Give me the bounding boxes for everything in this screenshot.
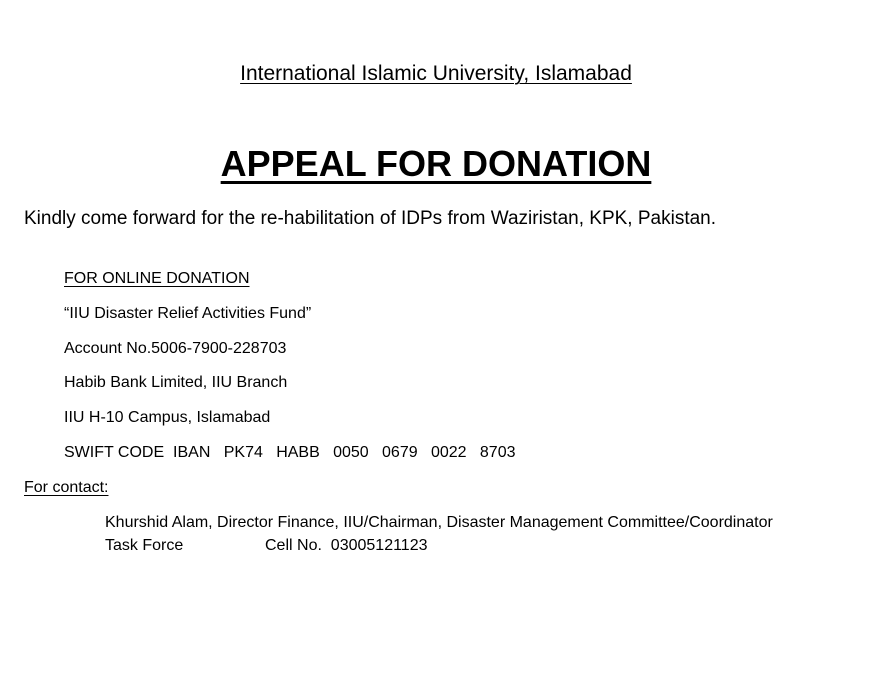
- contact-cell-number: Cell No. 03005121123: [265, 537, 428, 554]
- appeal-text: Kindly come forward for the re-habilitation of IDPs from Waziristan, KPK, Pakistan.: [24, 208, 717, 229]
- campus-address: IIU H-10 Campus, Islamabad: [64, 409, 271, 426]
- contact-role-continued: Task Force: [105, 537, 184, 554]
- online-donation-heading: FOR ONLINE DONATION: [64, 270, 250, 287]
- bank-name: Habib Bank Limited, IIU Branch: [64, 374, 288, 391]
- contact-person: Khurshid Alam, Director Finance, IIU/Chairman, Disaster Management Committee/Coordinator: [105, 514, 773, 531]
- swift-iban-code: SWIFT CODE IBAN PK74 HABB 0050 0679 0022 8703: [64, 444, 516, 461]
- page-title: APPEAL FOR DONATION: [220, 143, 652, 184]
- university-name: International Islamic University, Islamabad: [240, 62, 632, 85]
- contact-heading: For contact:: [24, 479, 109, 496]
- account-number: Account No.5006-7900-228703: [64, 340, 287, 357]
- fund-name: “IIU Disaster Relief Activities Fund”: [64, 305, 312, 322]
